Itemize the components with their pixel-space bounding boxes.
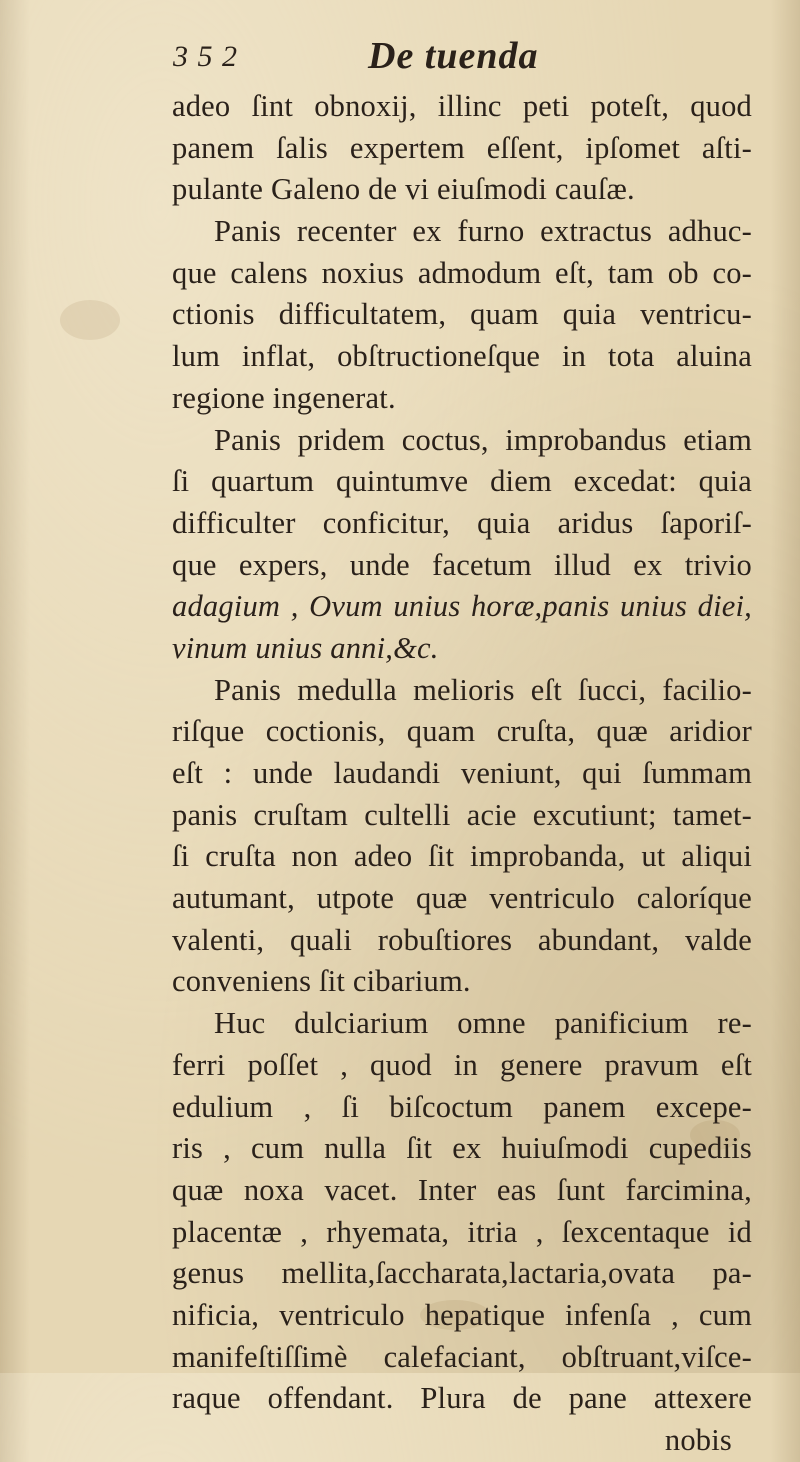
text-line: raque offendant. Plura de pane attexere (172, 1381, 752, 1416)
text-line: eſt : unde laudandi veniunt, qui ſummam (172, 756, 752, 790)
text-line: quæ noxa vacet. Inter eas ſunt farcimina, (172, 1172, 752, 1207)
text-line: placentæ , rhyemata, itria , ſexcentaque id (172, 1214, 752, 1249)
catchword: nobis (664, 1423, 732, 1457)
text-line: nificia, ventriculo hepatique infenſa , cum (172, 1297, 752, 1332)
text-line: que calens noxius admodum eſt, tam ob co- (172, 255, 752, 290)
running-title: De tuenda (368, 35, 539, 77)
text-line: Panis recenter ex furno extractus adhuc- (214, 214, 752, 249)
text-line: Panis medulla melioris eſt ſucci, facilio- (214, 672, 752, 707)
text-line: Huc dulciarium omne panificium re- (214, 1006, 752, 1041)
body-text (172, 86, 752, 1462)
text-line: adagium , Ovum unius horæ,panis unius diei, (172, 589, 752, 624)
text-line: ctionis difficultatem, quam quia ventricu- (172, 297, 752, 332)
text-line: lum inflat, obſtructioneſque in tota aluina (172, 339, 752, 374)
text-line: panis cruſtam cultelli acie excutiunt; tamet- (172, 797, 752, 832)
text-line: ſi cruſta non adeo ſit improbanda, ut aliqui (172, 839, 752, 874)
page-number: 3 5 2 (173, 40, 238, 73)
text-line: regione ingenerat. (172, 380, 396, 415)
text-line: ſi quartum quintumve diem excedat: quia (172, 464, 752, 499)
text-line: valenti, quali robuſtiores abundant, valde (172, 922, 752, 957)
text-line: que expers, unde facetum illud ex trivio (172, 547, 752, 582)
text-line: panem ſalis expertem eſſent, ipſomet aſti- (172, 130, 752, 165)
text-line: manifeſtiſſimè calefaciant, obſtruant,viſce- (172, 1339, 752, 1374)
text-line: autumant, utpote quæ ventriculo caloríque (172, 881, 752, 916)
text-line: conveniens ſit cibarium. (172, 964, 471, 999)
text-line: difficulter conficitur, quia aridus ſaporiſ- (172, 505, 752, 540)
text-line: riſque coctionis, quam cruſta, quæ aridior (172, 714, 752, 749)
text-line: genus mellita,ſaccharata,lactaria,ovata pa- (172, 1256, 752, 1291)
text-line: edulium , ſi biſcoctum panem excepe- (172, 1089, 752, 1124)
text-line: pulante Galeno de vi eiuſmodi cauſæ. (172, 172, 635, 207)
page-header (173, 34, 753, 94)
text-line: Panis pridem coctus, improbandus etiam (214, 422, 752, 457)
text-line: adeo ſint obnoxij, illinc peti poteſt, quod (172, 89, 752, 123)
text-line: ris , cum nulla ſit ex huiuſmodi cupediis (172, 1131, 752, 1166)
text-line: ferri poſſet , quod in genere pravum eſt (172, 1047, 752, 1082)
text-line: vinum unius anni,&c. (172, 630, 439, 665)
